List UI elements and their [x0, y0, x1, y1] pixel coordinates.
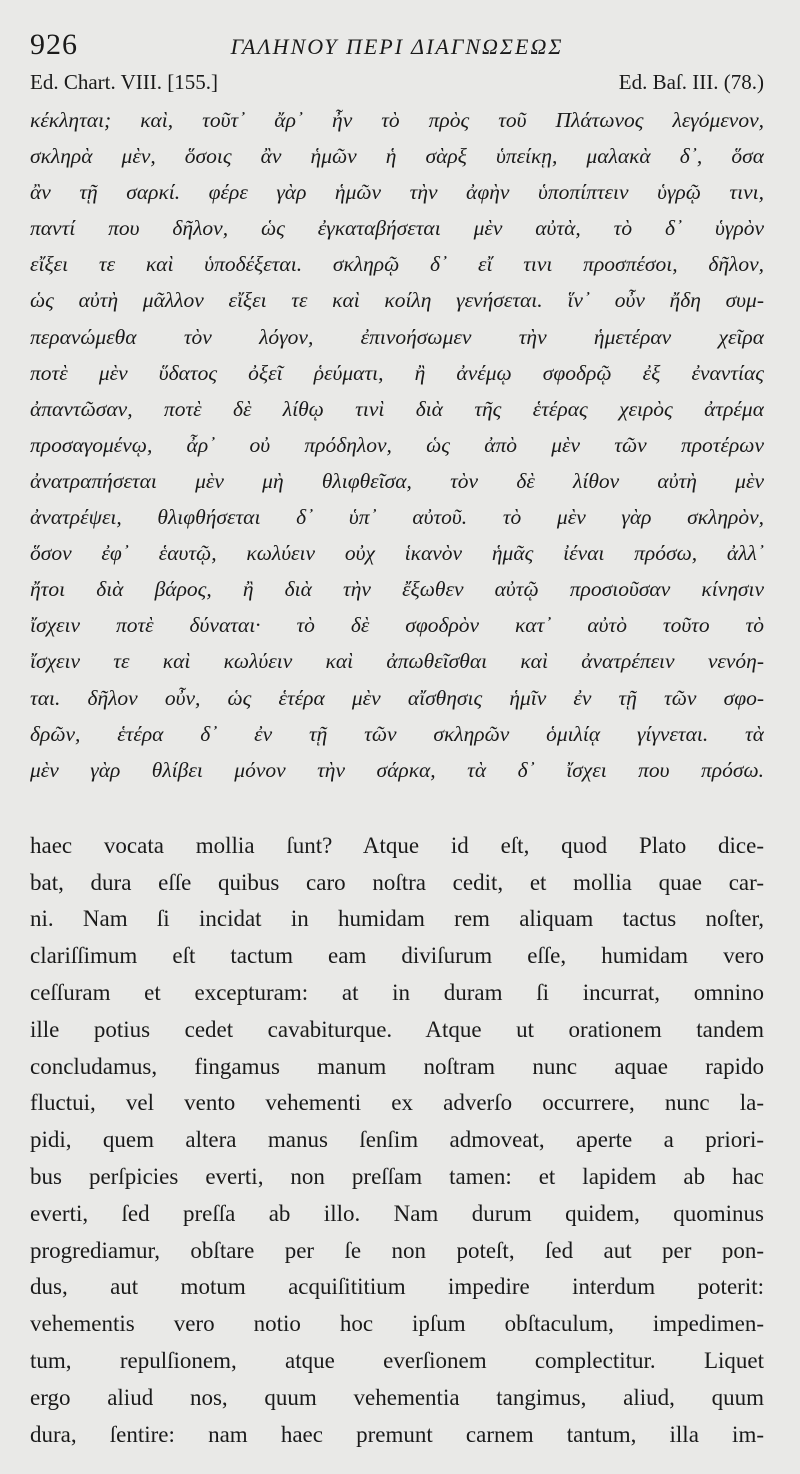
latin-text-line: ceſſuram et excepturam: at in duram ſi incurrat, omnino: [30, 979, 764, 1005]
latin-text-line: concludamus, fingamus manum noſtram nunc aquae rapido: [30, 1053, 764, 1079]
greek-text-line: κέκληται; καὶ, τοῦτ᾽ ἄρ᾽ ἦν τὸ πρὸς τοῦ Πλάτωνος λεγόμενον,: [30, 108, 764, 132]
latin-text-block: [30, 828, 764, 1454]
edition-ref-left: Ed. Chart. VIII. [155.]: [30, 70, 218, 94]
latin-text-line: everti, ſed preſſa ab illo. Nam durum quidem, quominus: [30, 1200, 764, 1226]
greek-text-line: δρῶν, ἑτέρα δ᾽ ἐν τῇ τῶν σκληρῶν ὁμιλίᾳ γίγνεται. τὰ: [30, 721, 764, 746]
greek-text-line: σκληρὰ μὲν, ὅσοις ἂν ἡμῶν ἡ σὰρξ ὑπείκῃ, μαλακὰ δ᾽, ὅσα: [30, 144, 764, 169]
latin-text-line: bus perſpicies everti, non preſſam tamen: et lapidem ab hac: [30, 1163, 764, 1189]
greek-text-line: ὅσον ἐφ᾽ ἑαυτῷ, κωλύειν οὐχ ἱκανὸν ἡμᾶς ἰέναι πρόσω, ἀλλ᾽: [30, 541, 764, 566]
edition-references: [30, 70, 764, 98]
latin-text-line: pidi, quem altera manus ſenſim admoveat, aperte a priori-: [30, 1127, 764, 1153]
greek-text-line: ἴσχειν ποτὲ δύναται· τὸ δὲ σφοδρὸν κατ᾽ αὐτὸ τοῦτο τὸ: [30, 613, 764, 638]
running-head: [30, 28, 764, 68]
greek-text-line: ἤτοι διὰ βάρος, ἢ διὰ τὴν ἔξωθεν αὐτῷ προσιοῦσαν κίνησιν: [30, 577, 764, 602]
latin-text-line: fluctui, vel vento vehementi ex adverſo occurrere, nunc la-: [30, 1090, 764, 1116]
running-title: ΓΑΛΗΝΟΥ ΠΕΡΙ ΔΙΑΓΝΩΣΕΩΣ: [230, 34, 564, 59]
greek-text-line: προσαγομένῳ, ἆρ᾽ οὐ πρόδηλον, ὡς ἀπὸ μὲν τῶν προτέρων: [30, 432, 764, 457]
latin-text-line: dus, aut motum acquiſititium impedire interdum poterit:: [30, 1274, 764, 1300]
latin-text-line: bat, dura eſſe quibus caro noſtra cedit, et mollia quae car-: [30, 869, 764, 895]
latin-text-line: dura, ſentire: nam haec premunt carnem tantum, illa im-: [30, 1421, 764, 1447]
greek-text-line: ἀνατραπήσεται μὲν μὴ θλιφθεῖσα, τὸν δὲ λίθον αὐτὴ μὲν: [30, 468, 764, 493]
latin-text-line: progrediamur, obſtare per ſe non poteſt, ſed aut per pon-: [30, 1237, 764, 1263]
latin-text-line: vehementis vero notio hoc ipſum obſtaculum, impedimen-: [30, 1311, 764, 1337]
latin-text-line: tum, repulſionem, atque everſionem complectitur. Liquet: [30, 1347, 764, 1373]
latin-text-line: ergo aliud nos, quum vehementia tangimus, aliud, quum: [30, 1384, 764, 1410]
greek-text-line: ἴσχειν τε καὶ κωλύειν καὶ ἀπωθεῖσθαι καὶ ἀνατρέπειν νενόη-: [30, 649, 764, 674]
greek-text-line: ὡς αὐτὴ μᾶλλον εἴξει τε καὶ κοίλη γενήσεται. ἵν᾽ οὖν ἤδη συμ-: [30, 288, 764, 313]
greek-text-line: ἀνατρέψει, θλιφθήσεται δ᾽ ὑπ᾽ αὐτοῦ. τὸ μὲν γὰρ σκληρὸν,: [30, 505, 764, 530]
page-number: 926: [30, 28, 78, 61]
greek-text-line: περανώμεθα τὸν λόγον, ἐπινοήσωμεν τὴν ἡμετέραν χεῖρα: [30, 324, 764, 349]
greek-text-line: ἀπαντῶσαν, ποτὲ δὲ λίθῳ τινὶ διὰ τῆς ἑτέρας χειρὸς ἀτρέμα: [30, 396, 764, 421]
latin-text-line: haec vocata mollia ſunt? Atque id eſt, quod Plato dice-: [30, 832, 764, 858]
greek-text-line: ποτὲ μὲν ὕδατος ὀξεῖ ῥεύματι, ἢ ἀνέμῳ σφοδρῷ ἐξ ἐναντίας: [30, 360, 764, 385]
greek-text-line: εἴξει τε καὶ ὑποδέξεται. σκληρῷ δ᾽ εἴ τινι προσπέσοι, δῆλον,: [30, 252, 764, 277]
greek-text-line: ται. δῆλον οὖν, ὡς ἑτέρα μὲν αἴσθησις ἡμῖν ἐν τῇ τῶν σφο-: [30, 685, 764, 710]
latin-text-line: clariſſimum eſt tactum eam diviſurum eſſe, humidam vero: [30, 943, 764, 969]
latin-text-line: ille potius cedet cavabiturque. Atque ut orationem tandem: [30, 1016, 764, 1042]
greek-text-block: [30, 102, 764, 788]
edition-ref-right: Ed. Baſ. III. (78.): [618, 70, 764, 94]
greek-text-line: παντί που δῆλον, ὡς ἐγκαταβήσεται μὲν αὐτὰ, τὸ δ᾽ ὑγρὸν: [30, 216, 764, 241]
latin-text-line: ni. Nam ſi incidat in humidam rem aliquam tactus noſter,: [30, 906, 764, 932]
greek-text-line: μὲν γὰρ θλίβει μόνον τὴν σάρκα, τὰ δ᾽ ἴσχει που πρόσω.: [30, 757, 764, 782]
greek-text-line: ἂν τῇ σαρκί. φέρε γὰρ ἡμῶν τὴν ἀφὴν ὑποπίπτειν ὑγρῷ τινι,: [30, 180, 764, 205]
